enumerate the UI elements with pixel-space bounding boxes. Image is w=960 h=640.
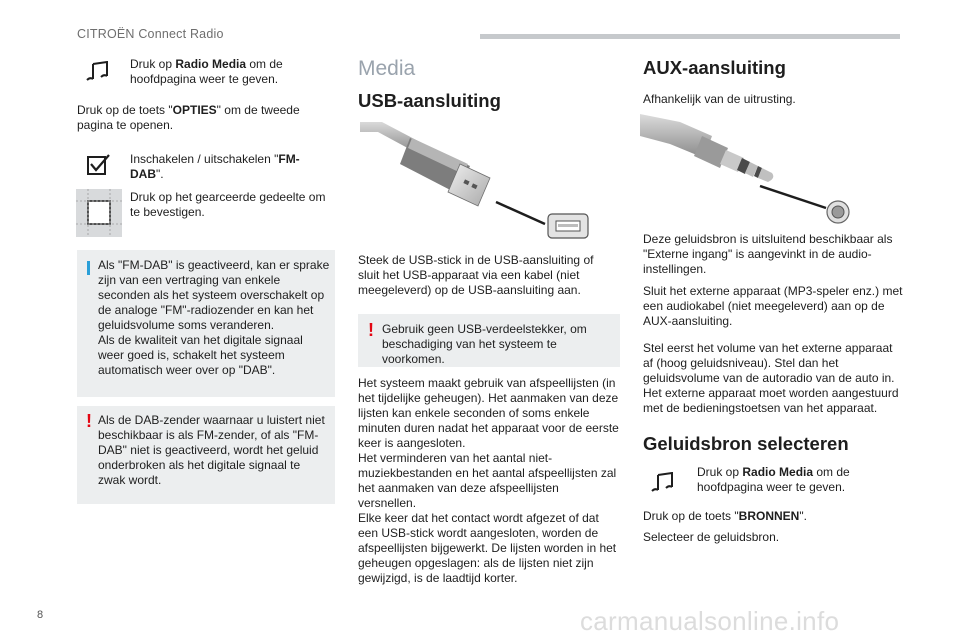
usb-warning-text: Gebruik geen USB-verdeelstekker, om beschadiging van het systeem te voorkomen. [382,322,587,366]
exclamation-icon: ! [86,411,92,431]
source-paragraph-2: Druk op de toets "BRONNEN". [643,509,807,523]
warning-note-text: Als de DAB-zender waarnaar u luistert niet beschikbaar is als FM-zender, of als "FM-DAB" niet is geactiveerd, wordt het geluid onderbroken als het digitale signaal te zwak wordt. [98,413,325,487]
usb-warning-note [358,314,620,367]
shaded-area-icon [76,189,122,237]
left-paragraph-4: Druk op het gearceerde gedeelte om te bevestigen. [130,190,326,219]
usb-paragraph-1: Steek de USB-stick in de USB-aansluiting of sluit het USB-apparaat via een kabel (niet meegeleverd) op de USB-aansluiting aan. [358,253,594,297]
usb-paragraph-2: Het systeem maakt gebruik van afspeellijsten (in het tijdelijke geheugen). Het aanmaken van deze lijsten kan enkele seconden of soms enkele minuten duren nadat het apparaat voor de eerste keer is aangesloten. Het verminderen van het aantal niet-muziekbestanden en het aantal afspeellijsten zal het aanmaken van deze afspeellijsten versnellen. Elke keer dat het contact wordt afgezet of dat een USB-stick wordt aangesloten, worden de afspeellijsten bijgewerkt. De lijsten worden in het geheugen opgeslagen: als de lijsten niet zijn gewijzigd, is de laadtijd korter. [358,376,619,585]
options-label: OPTIES [172,103,217,117]
checkbox-check-icon [87,153,111,175]
watermark: carmanualsonline.info [580,606,840,636]
source-select-heading: Geluidsbron selecteren [643,433,849,454]
left-paragraph-3: Inschakelen / uitschakelen "FM-DAB". [130,152,300,181]
left-paragraph-1: Druk op Radio Media om de hoofdpagina weer te geven. [130,57,283,86]
section-title-media: Media [358,57,416,80]
fm-dab-label: FM-DAB [130,152,300,181]
radio-media-label: Radio Media [175,57,247,71]
music-note-icon [651,472,675,494]
music-note-icon [86,61,110,83]
aux-paragraph-2: Deze geluidsbron is uitsluitend beschikbaar als "Externe ingang" is aangevinkt in de audio-instellingen. [643,232,893,276]
usb-plug-icon [360,118,592,240]
info-note-text: Als "FM-DAB" is geactiveerd, kan er sprake zijn van een vertraging van enkele seconden als het systeem overschakelt op de analoge "FM"-radiozender en kan het geluidsvolume soms veranderen. Als de kwaliteit van het digitale signaal weer goed is, schakelt het systeem automatisch weer over op "DAB". [98,258,330,377]
page-number: 8 [37,609,44,621]
info-note [77,250,335,397]
source-paragraph-1: Druk op Radio Media om de hoofdpagina weer te geven. [697,465,850,494]
aux-heading: AUX-aansluiting [643,57,786,78]
header-title: CITROËN Connect Radio [77,27,224,41]
source-paragraph-3: Selecteer de geluidsbron. [643,530,780,544]
aux-jack-icon [640,110,860,228]
exclamation-icon: ! [368,320,374,340]
aux-paragraph-4: Stel eerst het volume van het externe apparaat af (hoog geluidsniveau). Stel dan het geluidsvolume van de autoradio van de auto in. Het externe apparaat moet worden aangestuurd met de bedieningstoetsen van het apparaat. [643,341,899,415]
aux-paragraph-1: Afhankelijk van de uitrusting. [643,92,796,106]
radio-media-label: Radio Media [742,465,814,479]
header-divider [480,34,900,39]
bronnen-label: BRONNEN [738,509,800,523]
left-paragraph-2: Druk op de toets "OPTIES" om de tweede pagina te openen. [77,103,300,132]
usb-heading: USB-aansluiting [358,90,501,111]
info-note-marker [87,261,90,275]
aux-paragraph-3: Sluit het externe apparaat (MP3-speler enz.) met een audiokabel (niet meegeleverd) aan op de AUX-aansluiting. [643,284,903,328]
warning-note [77,406,335,504]
